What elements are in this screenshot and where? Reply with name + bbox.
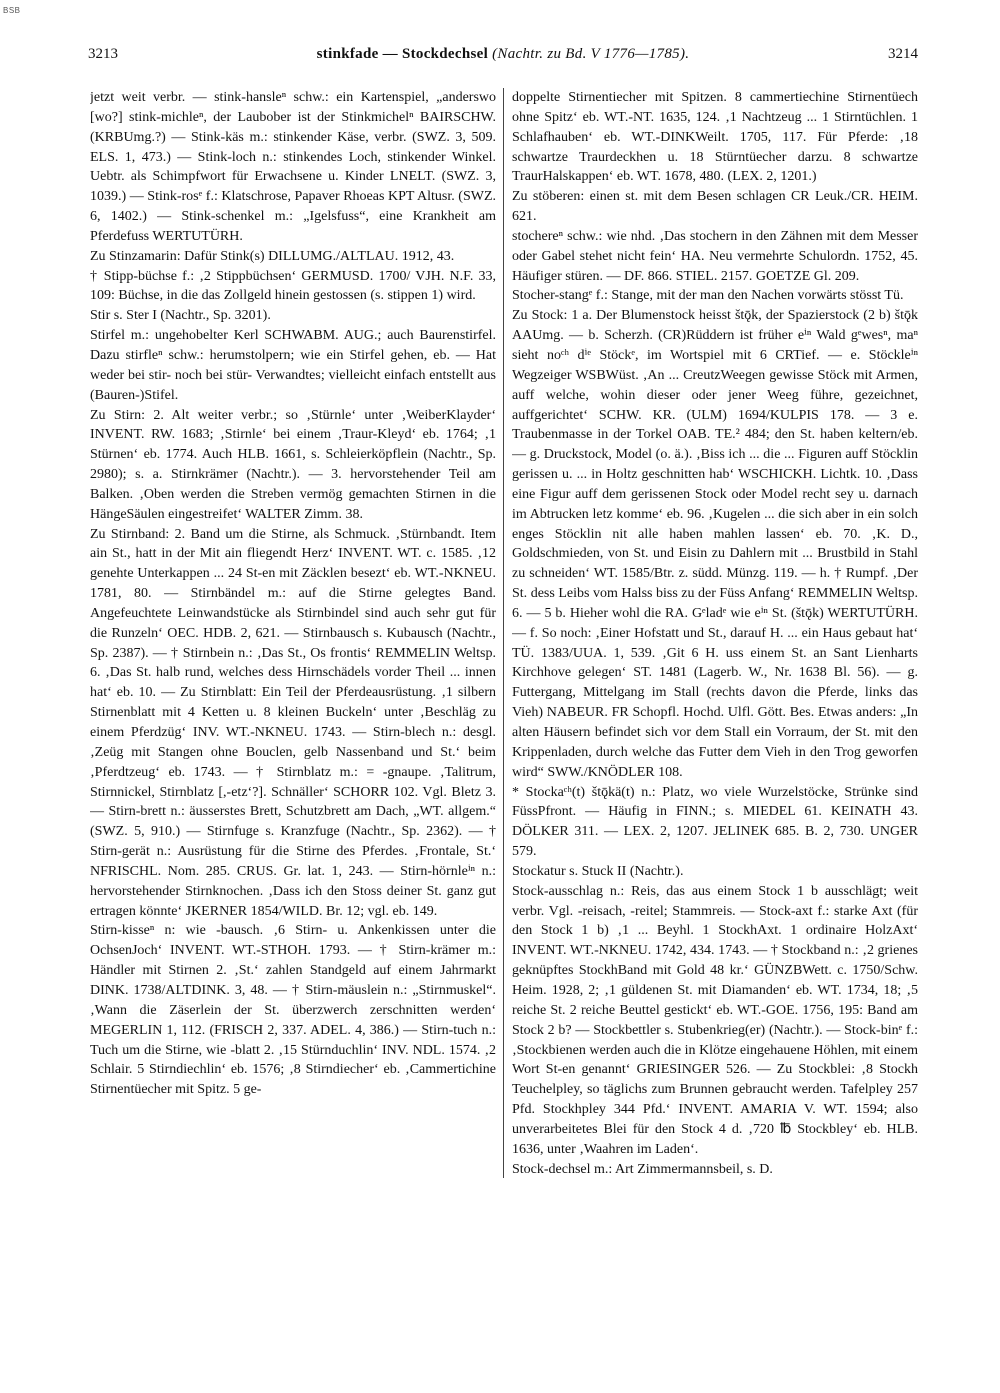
dictionary-entry: Zu Stirnband: 2. Band um die Stirne, als Schmuck. ‚Stürnbandt. Item ain St., hatt in der Mit ain fliegendt Herz‘ INVENT. WT. c. 1585. ‚12 genehte Unterkappen ... 24 St-en mit Zäcklen besezt‘ eb. WT.-NKNEU. 1781, 80. — Stirnbändel m.: auf die Stirne gelegtes Band. Angefeuchtete Leinwandstücke als Stirnbindel sind auch sehr gut für die Runzeln‘ OEC. HDB. 2, 621. — Stirnbausch s. Kubausch (Nachtr., Sp. 2387). — † Stirnbein n.: ‚Das St., Os frontis‘ REMMELIN Weltsp. 6. ‚Das St. halb rund, welches dess Hirnschädels vorder Theil ... innen hat‘ eb. 10. — Zu Stirnblatt: Ein Teil der Pferdeausrüstung. ‚1 silbern Stirnenblatt mit 4 Ketten u. 8 kleinen Buckeln‘ unter ‚Beschläg zu einem Pferdzüg‘ INV. WT.-NKNEU. 1743. — Stirn-blech n.: desgl. ‚Zeüg mit Stangen ohne Bouclen, gelb Nassenband und St.‘ beim ‚Pferdtzeug‘ eb. 1743. — † Stirnblatz m.: = -gnaupe. ‚Talitrum, Stirnnickel, Stirnblatz [,-etz‘?]. Schnäller‘ SCHORR 102. Vgl. Bletz 3. — Stirn-brett n.: äusserstes Brett, Schutzbrett am Dach, „WT. allgem.“ (SWZ. 5, 910.) — Stirnfuge s. Kranzfuge (Nachtr., Sp. 2362). — † Stirn-gerät n.: Ausrüstung für die Stirne des Pferdes. ‚Frontale, St.‘ NFRISCHL. Nom. 285. CRUS. Gr. lat. 1, 243. — Stirn-hörnleⁱⁿ n.: hervorstehender Stirnknochen. ‚Dass ich den Stoss deiner St. ganz gut ertragen könnte‘ JKERNER 1854/WILD. Br. 12; vgl. eb. 149. xyxy=(90,526,496,919)
running-header xyxy=(88,46,918,68)
dictionary-entry: Stir s. Ster I (Nachtr., Sp. 3201). xyxy=(90,308,271,324)
left-column xyxy=(90,88,496,1178)
dictionary-entry: Stock-dechsel m.: Art Zimmermannsbeil, s. D. xyxy=(512,1161,773,1177)
column-divider xyxy=(503,88,504,1178)
dictionary-entry: Zu Stirn: 2. Alt weiter verbr.; so ‚Stürnle‘ unter ‚WeiberKlayder‘ INVENT. RW. 1683; ‚Stirnle‘ bei einem ‚Traur-Kleyd‘ eb. 1764; ‚1 Stürnen‘ eb. 1774. Auch HLB. 1661, s. Schleierköpflein (Nachtr., Sp. 2980); s. a. Stirnkrämer (Nachtr.). — 3. hervorstehender Teil am Balken. ‚Oben werden die Streben vermög gemachten Stirnen in die HängeSäulen eingestreifet‘ WALTER Zimm. 38. xyxy=(90,407,496,522)
dictionary-entry: jetzt weit verbr. — stink-hansleⁿ schw.: ein Kartenspiel, „anderswo [wo?] stink-michleⁿ, der Laubober ist der Stinkmichelⁿ BAIRSCHW. (KRBUmg.?) — Stink-käs m.: stinkender Käse, verbr. (SWZ. 3, 509. ELS. 1, 473.) — Stink-loch n.: stinkendes Loch, stinkender Winkel. Uebtr. als Schimpfwort für Erwachsene u. Kinder LNELT. (SWZ. 3, 1039.) — Stink-rosᵉ f.: Klatschrose, Papaver Rhoeas KPT Altusr. (SWZ. 6, 1402.) — Stink-schenkel m.: „Igelsfuss“, eine Krankheit am Pferdefuss WERTUTÜRH. xyxy=(90,90,496,244)
header-subtitle: (Nachtr. zu Bd. V 1776—1785). xyxy=(492,46,690,62)
dictionary-entry: Stirfel m.: ungehobelter Kerl SCHWABM. AUG.; auch Baurenstirfel. Dazu stirfleⁿ schw.: herumstolpern; wie ein Stirfel gehen, eb. — Hat weder bei stir- noch bei stür- Verwandtes; vielleicht einfach entstellt aus (Bauren-)Stifel. xyxy=(90,328,496,403)
dictionary-entry: stochereⁿ schw.: wie nhd. ‚Das stochern in den Zähnen mit dem Messer oder Gabel stehet nicht fein‘ HA. Neu vermehrte Schulordn. 1752, 45. Häufiger stüren. — DF. 866. STIEL. 2157. GOETZE Gl. 209. xyxy=(512,228,918,284)
page-number-right: 3214 xyxy=(888,46,918,62)
right-column xyxy=(512,88,918,1273)
library-stamp: BSB xyxy=(3,6,21,15)
dictionary-entry: * Stockaᶜʰ(t) štǭkä(t) n.: Platz, wo viele Wurzelstöcke, Strünke sind FüssPfront. — Häufig in FINN.; s. MIEDEL 61. KEINATH 43. DÖLKER 311. — LEX. 2, 1207. JELINEK 685. B. 2, 730. UNGER 579. xyxy=(512,784,918,860)
dictionary-entry: Stockatur s. Stuck II (Nachtr.). xyxy=(512,863,684,879)
dictionary-entry: Stirn-kisseⁿ n: wie -bausch. ‚6 Stirn- u. Ankenkissen unter die OchsenJoch‘ INVENT. WT.-STHOH. 1793. — † Stirn-krämer m.: Händler mit Stirnen 2. ‚St.‘ zahlen Standgeld auf einem Jahrmarkt DINK. 1738/ALTDINK. 3, 48. — † Stirn-mäuslein n.: „Stirnmuskel“. ‚Wann die Zäserlein der St. überzwerch zerschnitten werden‘ MEGERLIN 1, 112. (FRISCH 2, 337. ADEL. 4, 386.) — Stirn-tuch n.: Tuch um die Stirne, wie -blatt 2. ‚15 Stürnduchlin‘ INV. NDL. 1574. ‚2 Schlair. 5 Stirndiechlin‘ eb. 1576; ‚8 Stirndiecher‘ eb. ‚Cammertichine Stirnentüecher mit Spitz. 5 ge- xyxy=(90,923,496,1098)
dictionary-entry: Zu stöberen: einen st. mit dem Besen schlagen CR Leuk./CR. HEIM. 621. xyxy=(512,189,918,225)
dictionary-entry: Stock-ausschlag n.: Reis, das aus einem Stock 1 b ausschlägt; weit verbr. Vgl. -reisach, -reitel; Stammreis. — Stock-axt f.: starke Axt (für den Stock 1 b) ‚1 ... Beyhl. 1 StockhAxt. 1 ordinaire HolzAxt‘ INVENT. WT.-NKNEU. 1742, 434. 1743. — † Stockband n.: ‚2 grienes geknüpftes StockhBand mit Gold 48 kr.‘ GÜNZBWett. c. 1750/Schw. Heim. 1928, 2; ‚1 güldenen St. mit Diamanden‘ eb. WT. 1734, 18; ‚5 reiche St. 2 reiche Beuttel gestickt‘ eb. WT.-GOE. 1756, 195: Band am Stock 2 b? — Stockbettler s. Stubenkrieg(er) (Nachtr.). — Stock-binᵉ f.: ‚Stockbienen werden auch die in Klötze eingehauene Höhlen, mit einem Wort St-en genannt‘ GRIESINGER 526. — Zu Stockblei: ‚8 Stockh Teuchelpley, so täglichs zum Brunnen gebraucht werden. Tafelpley 257 Pfd. Stockhpley 344 Pfd.‘ INVENT. AMARIA V. WT. 1594; also unverarbeitetes Blei für den Stock 4 d. ‚720 ℔ Stockbley‘ eb. HLB. 1636, unter ‚Waahren im Laden‘. xyxy=(512,883,918,1157)
dictionary-entry: doppelte Stirnentiecher mit Spitzen. 8 cammertiechine Stirnentüech ohne Spitz‘ eb. WT.-NT. 1635, 124. ‚1 Nachtzeug ... 1 Stirntüchlen. 1 Schlafhauben‘ eb. WT.-DINKWeilt. 1705, 117. Für Pferde: ‚18 schwartze Traurdeckhen u. 18 Stürntüecher darzu. 8 schwartze TraurHalskappen‘ eb. WT. 1678, 480. (LEX. 2, 1201.) xyxy=(512,90,918,185)
dictionary-entry: Zu Stinzamarin: Dafür Stink(s) DILLUMG./ALTLAU. 1912, 43. xyxy=(90,248,455,264)
dictionary-entry: Zu Stock: 1 a. Der Blumenstock heisst štǭk, der Spazierstock (2 b) štǭk AAUmg. — b. Scherzh. (CR)Rüddern ist früher eⁱⁿ Wald gᵉwesⁿ, maⁿ sieht noᶜʰ dⁱᵉ Stöckᵉ, im Wortspiel mit 6 CRTief. — e. Stöckleⁱⁿ Wegzeiger WSBWüst. ‚An ... CreutzWeegen gewisse Stöck mit Armen, auff welche, wohin dieser oder jener Weeg führe, gezeichnet, auffgerichtet‘ SCHW. KR. (ULM) 1694/KULPIS 178. — 3 e. Traubenmasse in der Torkel OAB. TE.² 484; den St. haben keltern/eb. — g. Druckstock, Model (o. ä.). ‚Biss ich ... die ... Figuren auff Stöcklin gerissen u. ... in Holtz geschnitten hab‘ WSCHICKH. Lichtk. 10. ‚Dass eine Figur auff dem gerissenen Stock oder Model recht sey u. darnach im Abtrucken letz komme‘ eb. 96. ‚Kugelen ... die sich aber in ein solch enges Stöcklin nit alle haben mahlen lassen‘ eb. 70. ‚K. D., Goldschmieden, von St. und Eisin zu Dahlern mit ... Brustbild in Stahl zu schneiden‘ WT. 1585/Btr. z. südd. Münzg. 119. — h. † Rumpf. ‚Der St. dess Leibs vom Halss biss zu der Füss Anfang‘ REMMELIN Weltsp. 6. — 5 b. Hieher wohl die RA. Gᵉladᵉ wie eⁱⁿ St. (štǭk) WERTUTÜRH. — f. So noch: ‚Einer Hofstatt und St., darauf H. ... ein Haus gebaut hat‘ TÜ. 1383/UUA. 1, 539. ‚Git 6 H. uss einem St. an Sant Lienharts Kirchhove gelegen‘ ST. 1481 (Lagerb. W., Nr. 1638 Bl. 56). — g. Futtergang, Mittelgang im Stall (rechts davon die Pferde, links das Vieh) NABEUR. FR Schopfl. Hochd. Ulfl. Gött. Bes. Etwas anders: „In alten Häusern befindet sich vor dem Stall ein Vorraum, der St. mit den Krippenladen, durch welche das Futter dem Vieh in den Trog geworfen wird“ SWW./KNÖDLER 108. xyxy=(512,308,918,780)
page-number-left: 3213 xyxy=(88,46,118,62)
dictionary-entry: Stocher-stangᵉ f.: Stange, mit der man den Nachen vorwärts stösst Tü. xyxy=(512,288,904,304)
dictionary-entry: † Stipp-büchse f.: ‚2 Stippbüchsen‘ GERMUSD. 1700/ VJH. N.F. 33, 109: Büchse, in die das Zollgeld hinein gestossen (s. stippen 1) wird. xyxy=(90,268,496,304)
header-headwords: stinkfade — Stockdechsel xyxy=(316,46,489,62)
header-title xyxy=(88,46,918,63)
